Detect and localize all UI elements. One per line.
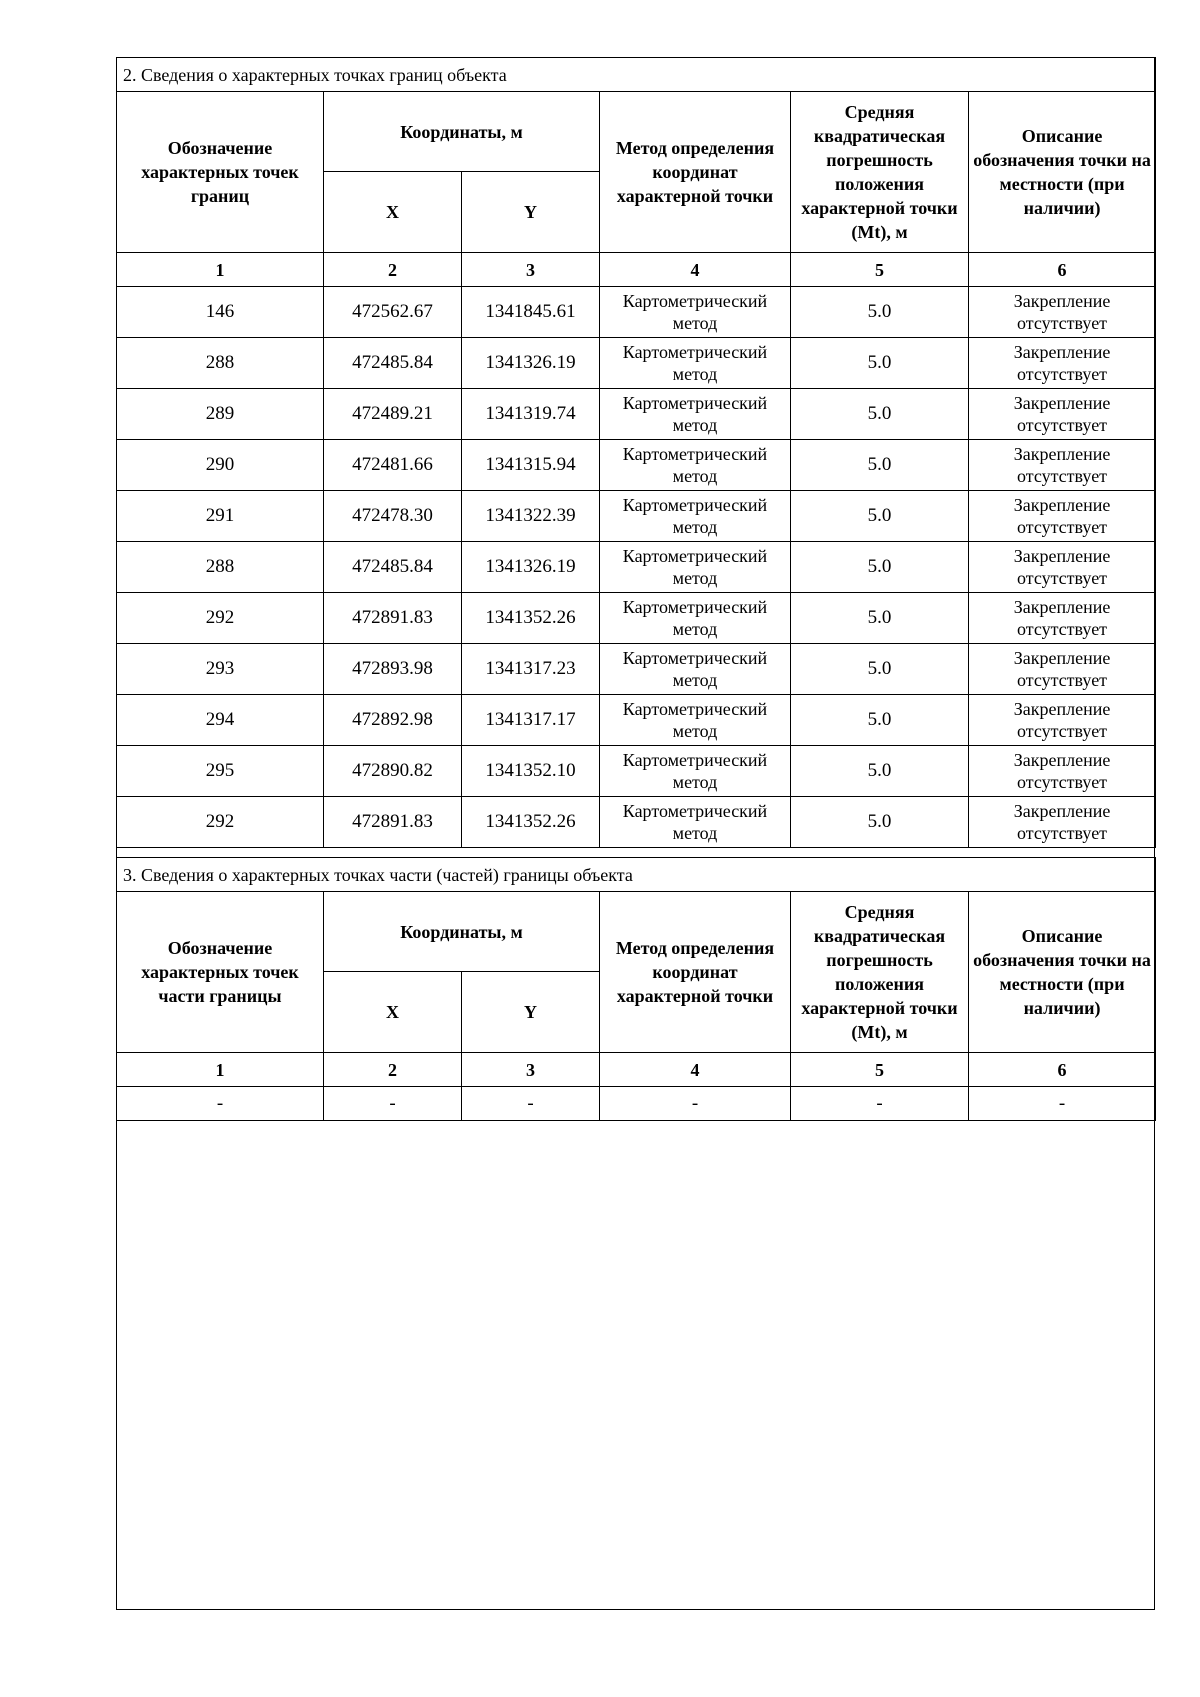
cell-x: 472893.98 [324, 644, 462, 695]
col-number: 3 [462, 1053, 600, 1087]
cell-method-line: метод [672, 772, 718, 792]
cell-description-line: Закрепление [1013, 801, 1111, 821]
cell-error: 5.0 [791, 389, 969, 440]
header-description: Описание обозначения точки на местности (при наличии) [969, 92, 1156, 253]
cell-description [969, 389, 1156, 440]
cell-error: 5.0 [791, 491, 969, 542]
cell-x: - [324, 1087, 462, 1121]
cell-y: 1341352.26 [462, 797, 600, 848]
boundary-points-table [116, 57, 1156, 848]
cell-point: 291 [117, 491, 324, 542]
cell-y: - [462, 1087, 600, 1121]
cell-error: 5.0 [791, 440, 969, 491]
cell-error: 5.0 [791, 542, 969, 593]
cell-method-line: Картометрический [622, 393, 768, 413]
cell-x: 472892.98 [324, 695, 462, 746]
cell-error: 5.0 [791, 338, 969, 389]
cell-description-line: Закрепление [1013, 546, 1111, 566]
cell-method-line: метод [672, 568, 718, 588]
cell-description-line: отсутствует [1017, 415, 1108, 435]
cell-method [600, 287, 791, 338]
cell-method-line: метод [672, 466, 718, 486]
header-point: Обозначение характерных точек части границы [117, 892, 324, 1053]
cell-description-line: Закрепление [1013, 342, 1111, 362]
cell-y: 1341326.19 [462, 338, 600, 389]
col-number: 4 [600, 1053, 791, 1087]
header-method: Метод определения координат характерной точки [600, 92, 791, 253]
header-y: Y [462, 972, 600, 1053]
table-row [117, 695, 1156, 746]
header-coords: Координаты, м [324, 892, 600, 972]
cell-error: 5.0 [791, 287, 969, 338]
header-error: Средняя квадратическая погрешность положения характерной точки (Mt), м [791, 892, 969, 1053]
cell-description-line: Закрепление [1013, 291, 1111, 311]
cell-point: 288 [117, 338, 324, 389]
header-method: Метод определения координат характерной точки [600, 892, 791, 1053]
cell-y: 1341352.10 [462, 746, 600, 797]
cell-method [600, 338, 791, 389]
cell-point: 294 [117, 695, 324, 746]
col-number: 2 [324, 1053, 462, 1087]
cell-method-line: Картометрический [622, 342, 768, 362]
cell-method-line: Картометрический [622, 291, 768, 311]
cell-method-line: метод [672, 670, 718, 690]
cell-point: 146 [117, 287, 324, 338]
cell-method [600, 389, 791, 440]
header-description: Описание обозначения точки на местности (при наличии) [969, 892, 1156, 1053]
table-row [117, 491, 1156, 542]
cell-y: 1341317.23 [462, 644, 600, 695]
cell-x: 472485.84 [324, 338, 462, 389]
col-number: 1 [117, 253, 324, 287]
cell-method [600, 491, 791, 542]
section-3-title: 3. Сведения о характерных точках части (частей) границы объекта [117, 858, 1156, 892]
cell-method: - [600, 1087, 791, 1121]
cell-method-line: Картометрический [622, 546, 768, 566]
cell-description-line: Закрепление [1013, 495, 1111, 515]
cell-method [600, 440, 791, 491]
cell-error: 5.0 [791, 593, 969, 644]
cell-description-line: отсутствует [1017, 568, 1108, 588]
table-row [117, 389, 1156, 440]
cell-description [969, 746, 1156, 797]
cell-description [969, 695, 1156, 746]
cell-method-line: Картометрический [622, 495, 768, 515]
cell-description-line: отсутствует [1017, 721, 1108, 741]
cell-description [969, 287, 1156, 338]
cell-y: 1341315.94 [462, 440, 600, 491]
table-row [117, 1087, 1156, 1121]
cell-error: - [791, 1087, 969, 1121]
cell-method [600, 797, 791, 848]
table-row [117, 287, 1156, 338]
cell-y: 1341322.39 [462, 491, 600, 542]
cell-point: - [117, 1087, 324, 1121]
table-row [117, 593, 1156, 644]
cell-description [969, 491, 1156, 542]
cell-method-line: Картометрический [622, 801, 768, 821]
table-row [117, 338, 1156, 389]
cell-point: 295 [117, 746, 324, 797]
cell-y: 1341326.19 [462, 542, 600, 593]
col-number: 5 [791, 253, 969, 287]
cell-x: 472478.30 [324, 491, 462, 542]
cell-y: 1341352.26 [462, 593, 600, 644]
cell-method-line: Картометрический [622, 699, 768, 719]
cell-point: 290 [117, 440, 324, 491]
cell-method-line: Картометрический [622, 750, 768, 770]
cell-description-line: Закрепление [1013, 750, 1111, 770]
cell-description-line: отсутствует [1017, 364, 1108, 384]
cell-description-line: Закрепление [1013, 699, 1111, 719]
cell-description-line: Закрепление [1013, 444, 1111, 464]
header-y: Y [462, 172, 600, 253]
cell-point: 288 [117, 542, 324, 593]
cell-description [969, 644, 1156, 695]
cell-x: 472890.82 [324, 746, 462, 797]
cell-method [600, 644, 791, 695]
cell-x: 472891.83 [324, 797, 462, 848]
cell-description [969, 338, 1156, 389]
cell-description-line: Закрепление [1013, 393, 1111, 413]
cell-error: 5.0 [791, 695, 969, 746]
table-row [117, 542, 1156, 593]
cell-method-line: Картометрический [622, 597, 768, 617]
cell-description [969, 593, 1156, 644]
cell-description-line: отсутствует [1017, 517, 1108, 537]
cell-description [969, 542, 1156, 593]
cell-y: 1341317.17 [462, 695, 600, 746]
cell-method [600, 695, 791, 746]
cell-point: 293 [117, 644, 324, 695]
col-number: 6 [969, 253, 1156, 287]
cell-method [600, 542, 791, 593]
col-number: 2 [324, 253, 462, 287]
col-number: 6 [969, 1053, 1156, 1087]
col-number: 1 [117, 1053, 324, 1087]
cell-x: 472481.66 [324, 440, 462, 491]
cell-method [600, 593, 791, 644]
cell-method-line: метод [672, 823, 718, 843]
header-x: X [324, 172, 462, 253]
header-point: Обозначение характерных точек границ [117, 92, 324, 253]
cell-method-line: метод [672, 721, 718, 741]
cell-error: 5.0 [791, 797, 969, 848]
cell-description [969, 440, 1156, 491]
cell-point: 289 [117, 389, 324, 440]
table-row [117, 440, 1156, 491]
cell-description-line: отсутствует [1017, 619, 1108, 639]
cell-description-line: отсутствует [1017, 772, 1108, 792]
cell-x: 472489.21 [324, 389, 462, 440]
cell-method-line: метод [672, 415, 718, 435]
cell-method [600, 746, 791, 797]
cell-error: 5.0 [791, 644, 969, 695]
cell-description-line: отсутствует [1017, 670, 1108, 690]
cell-x: 472562.67 [324, 287, 462, 338]
cell-y: 1341845.61 [462, 287, 600, 338]
header-coords: Координаты, м [324, 92, 600, 172]
cell-description-line: Закрепление [1013, 597, 1111, 617]
cell-x: 472891.83 [324, 593, 462, 644]
cell-description-line: Закрепление [1013, 648, 1111, 668]
cell-y: 1341319.74 [462, 389, 600, 440]
col-number: 3 [462, 253, 600, 287]
cell-description [969, 797, 1156, 848]
cell-description: - [969, 1087, 1156, 1121]
cell-description-line: отсутствует [1017, 313, 1108, 333]
col-number: 4 [600, 253, 791, 287]
table-row [117, 644, 1156, 695]
cell-description-line: отсутствует [1017, 466, 1108, 486]
cell-method-line: Картометрический [622, 648, 768, 668]
cell-method-line: Картометрический [622, 444, 768, 464]
cell-error: 5.0 [791, 746, 969, 797]
header-error: Средняя квадратическая погрешность положения характерной точки (Mt), м [791, 92, 969, 253]
cell-method-line: метод [672, 364, 718, 384]
cell-point: 292 [117, 593, 324, 644]
col-number: 5 [791, 1053, 969, 1087]
cell-method-line: метод [672, 313, 718, 333]
cell-description-line: отсутствует [1017, 823, 1108, 843]
cell-x: 472485.84 [324, 542, 462, 593]
table-row [117, 746, 1156, 797]
part-boundary-points-table [116, 857, 1156, 1121]
cell-method-line: метод [672, 517, 718, 537]
cell-method-line: метод [672, 619, 718, 639]
header-x: X [324, 972, 462, 1053]
section-2-title: 2. Сведения о характерных точках границ объекта [117, 58, 1156, 92]
table-row [117, 797, 1156, 848]
cell-point: 292 [117, 797, 324, 848]
